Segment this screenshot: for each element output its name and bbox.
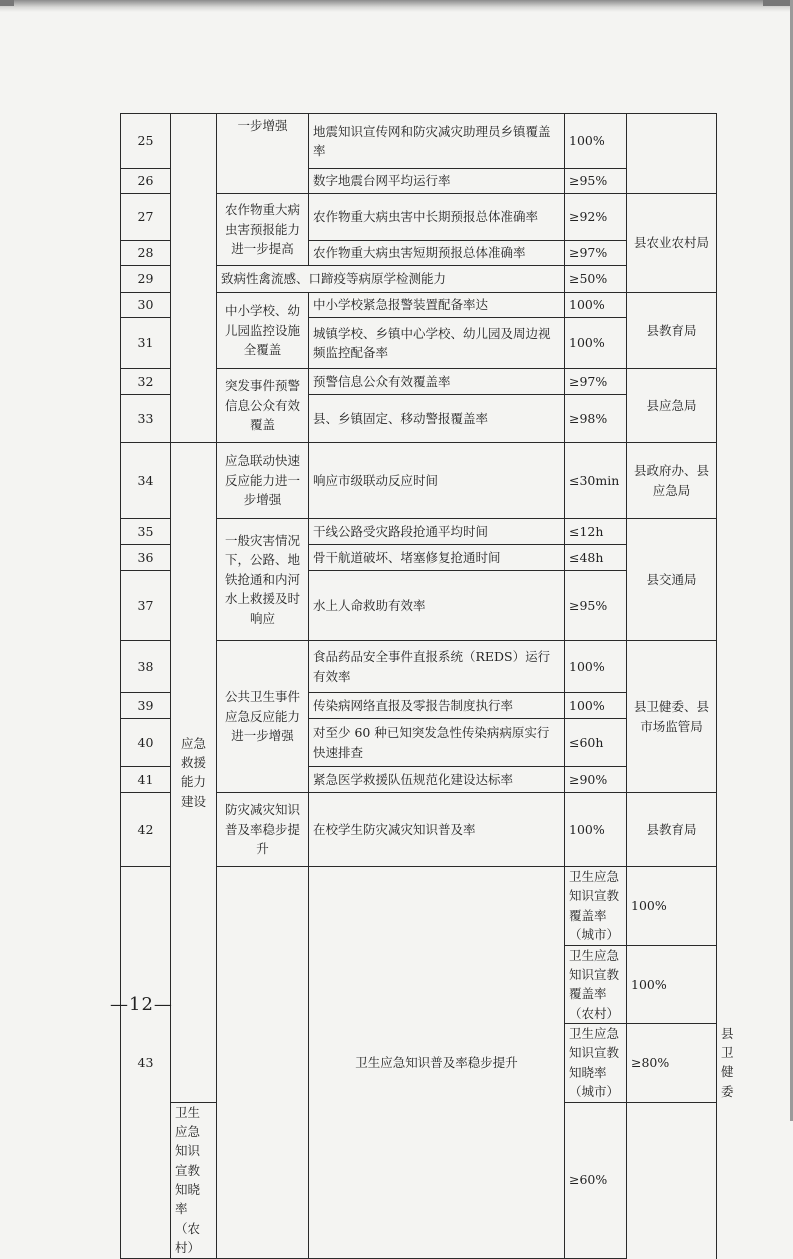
target-cell: ≥97% (565, 369, 627, 395)
indicator-cell: 响应市级联动反应时间 (309, 443, 565, 519)
target-cell: ≥92% (565, 194, 627, 241)
indicator-cell: 预警信息公众有效覆盖率 (309, 369, 565, 395)
indicator-table (120, 113, 734, 1259)
row-number: 28 (121, 241, 171, 266)
indicator-cell: 数字地震台网平均运行率 (309, 169, 565, 194)
target-cell: ≥97% (565, 241, 627, 266)
indicator-cell: 干线公路受灾路段抢通平均时间 (309, 519, 565, 545)
target-cell: 100% (565, 693, 627, 719)
indicator-cell: 地震知识宣传网和防灾减灾助理员乡镇覆盖率 (309, 114, 565, 169)
indicator-cell: 中小学校紧急报警装置配备率达 (309, 293, 565, 318)
task-cell: 应急联动快速反应能力进一步增强 (217, 443, 309, 519)
target-cell: ≤12h (565, 519, 627, 545)
row-number: 34 (121, 443, 171, 519)
department-cell: 县政府办、县应急局 (627, 443, 717, 519)
target-cell: 100% (565, 641, 627, 693)
row-number: 27 (121, 194, 171, 241)
row-number: 32 (121, 369, 171, 395)
department-cell: 县教育局 (627, 793, 717, 867)
target-cell: 100% (565, 793, 627, 867)
table-row (121, 443, 717, 519)
task-cell: 卫生应急知识普及率稳步提升 (309, 867, 565, 1259)
department-cell: 县应急局 (627, 369, 717, 443)
target-cell: ≤48h (565, 545, 627, 571)
department-cell: 县卫健委、县市场监管局 (627, 641, 717, 793)
indicator-cell: 在校学生防灾减灾知识普及率 (309, 793, 565, 867)
row-number: 25 (121, 114, 171, 169)
indicator-cell: 卫生应急知识宣教知晓率（农村） (171, 1102, 217, 1258)
row-number: 37 (121, 571, 171, 641)
task-cell: 防灾减灾知识普及率稳步提升 (217, 793, 309, 867)
target-cell: ≥60% (565, 1102, 627, 1258)
target-cell: ≥80% (627, 1024, 717, 1103)
category-cell-empty (217, 867, 309, 1259)
table-row: 43 卫生应急知识普及率稳步提升 卫生应急知识宣教覆盖率（城市） 100% 县卫健委 (121, 867, 717, 946)
indicator-cell: 卫生应急知识宣教覆盖率（城市） (565, 867, 627, 946)
row-number: 42 (121, 793, 171, 867)
row-number: 26 (121, 169, 171, 194)
indicator-cell: 骨干航道破坏、堵塞修复抢通时间 (309, 545, 565, 571)
row-number: 40 (121, 719, 171, 767)
department-cell: 县教育局 (627, 293, 717, 369)
row-number: 36 (121, 545, 171, 571)
target-cell: ≥95% (565, 571, 627, 641)
target-cell: ≥90% (565, 767, 627, 793)
row-number: 43 (121, 867, 171, 1259)
target-cell: 100% (565, 114, 627, 169)
department-cell: 县农业农村局 (627, 194, 717, 293)
scan-edge-top (0, 0, 793, 12)
indicator-cell: 城镇学校、乡镇中心学校、幼儿园及周边视频监控配备率 (309, 318, 565, 369)
target-cell: 100% (565, 293, 627, 318)
task-cell: 一般灾害情况下，公路、地铁抢通和内河水上救援及时响应 (217, 519, 309, 641)
category-cell-empty (171, 114, 217, 443)
row-number: 29 (121, 266, 171, 293)
indicator-cell: 农作物重大病虫害中长期预报总体准确率 (309, 194, 565, 241)
indicator-cell: 卫生应急知识宣教知晓率（城市） (565, 1024, 627, 1103)
page-number: —12— (110, 994, 173, 1015)
row-number: 31 (121, 318, 171, 369)
indicator-cell: 水上人命救助有效率 (309, 571, 565, 641)
task-cell: 一步增强 (217, 114, 309, 194)
task-cell: 中小学校、幼儿园监控设施全覆盖 (217, 293, 309, 369)
indicator-cell: 卫生应急知识宣教覆盖率（农村） (565, 945, 627, 1024)
table-row (121, 114, 717, 169)
indicator-cell: 县、乡镇固定、移动警报覆盖率 (309, 395, 565, 443)
indicator-cell: 传染病网络直报及零报告制度执行率 (309, 693, 565, 719)
row-number: 33 (121, 395, 171, 443)
category-cell: 应急救援能力建设 (171, 443, 217, 1103)
row-number: 35 (121, 519, 171, 545)
indicator-cell: 紧急医学救援队伍规范化建设达标率 (309, 767, 565, 793)
indicator-cell: 农作物重大病虫害短期预报总体准确率 (309, 241, 565, 266)
target-cell: ≥95% (565, 169, 627, 194)
task-cell: 公共卫生事件应急反应能力进一步增强 (217, 641, 309, 793)
indicator-cell: 对至少 60 种已知突发急性传染病病原实行快速排查 (309, 719, 565, 767)
row-number: 41 (121, 767, 171, 793)
indicator-cell: 致病性禽流感、口蹄疫等病原学检测能力 (217, 266, 565, 293)
row-number: 39 (121, 693, 171, 719)
target-cell: ≤30min (565, 443, 627, 519)
task-cell: 农作物重大病虫害预报能力进一步提高 (217, 194, 309, 266)
scan-mark-left (0, 0, 14, 6)
indicator-cell: 食品药品安全事件直报系统（REDS）运行有效率 (309, 641, 565, 693)
department-cell-empty (627, 114, 717, 194)
task-cell: 突发事件预警信息公众有效覆盖 (217, 369, 309, 443)
target-cell: ≥98% (565, 395, 627, 443)
target-cell: ≤60h (565, 719, 627, 767)
row-number: 38 (121, 641, 171, 693)
target-cell: 100% (627, 945, 717, 1024)
scan-mark-right (763, 0, 793, 6)
row-number: 30 (121, 293, 171, 318)
target-cell: 100% (565, 318, 627, 369)
target-cell: 100% (627, 867, 717, 946)
department-cell: 县交通局 (627, 519, 717, 641)
target-cell: ≥50% (565, 266, 627, 293)
